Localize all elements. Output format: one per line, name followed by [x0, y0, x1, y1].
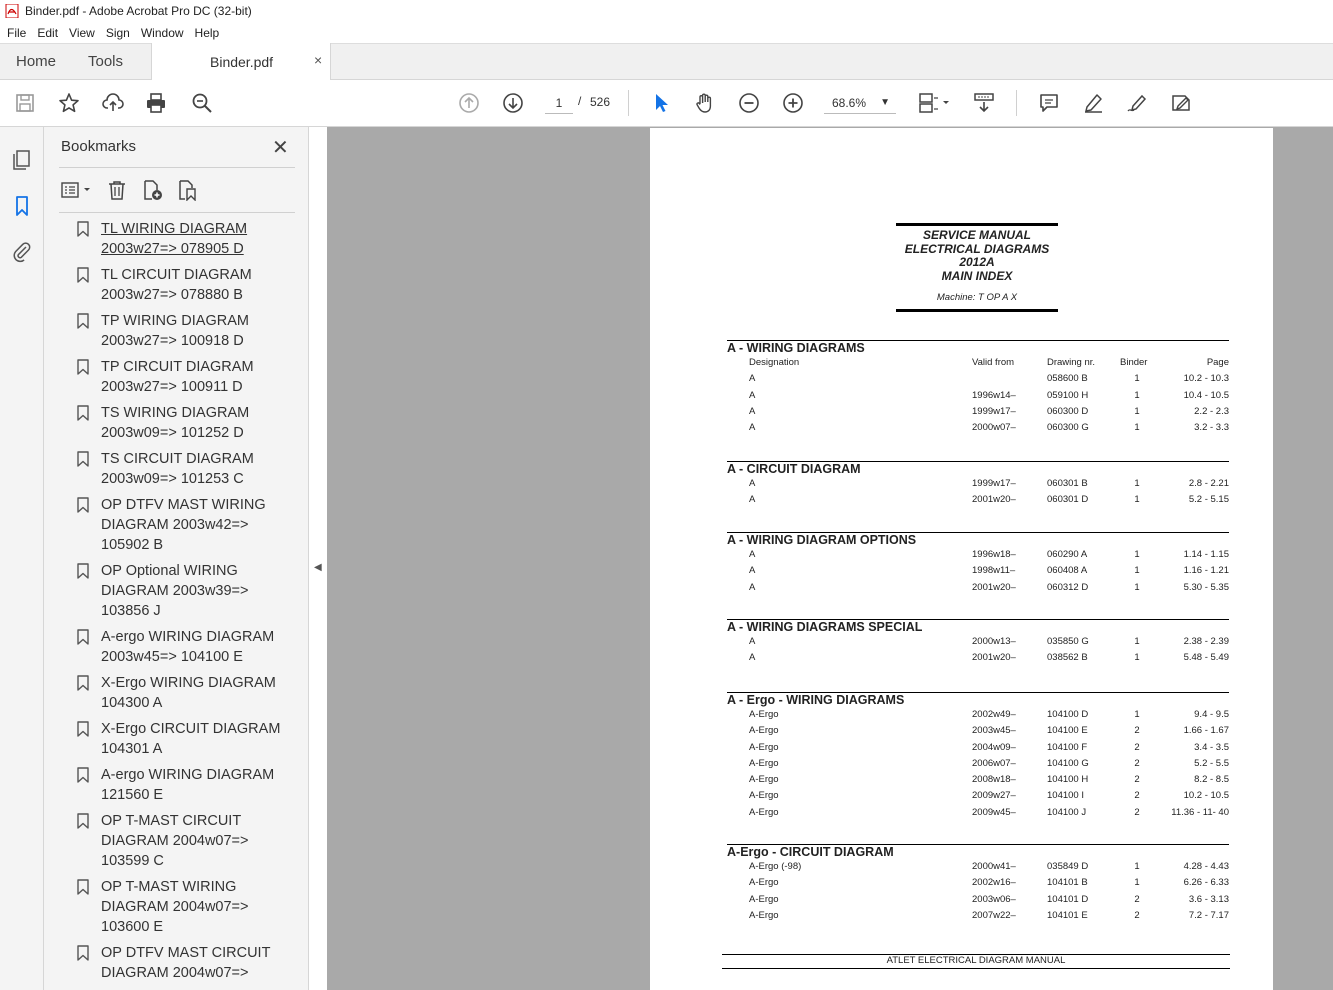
cell-page: 11.36 - 11- 40 [1171, 806, 1229, 818]
cell-page: 10.4 - 10.5 [1183, 389, 1229, 401]
cell-designation: A-Ergo [749, 877, 779, 889]
tab-document[interactable] [151, 43, 331, 81]
document-viewport[interactable] [327, 127, 1333, 990]
bookmark-label: OP T-MAST WIRING [101, 879, 237, 895]
attachments-paperclip-icon[interactable] [10, 240, 34, 264]
bookmark-icon [77, 405, 89, 421]
sign-pen-icon[interactable] [1125, 91, 1149, 115]
tab-document-label: Binder.pdf [210, 54, 274, 70]
cell-drawing-nr: 104100 G [1047, 757, 1089, 769]
bookmark-label: 104300 A [101, 695, 163, 711]
index-section [727, 340, 1229, 436]
cell-binder: 1 [1134, 565, 1140, 577]
cell-binder: 1 [1134, 861, 1140, 872]
page-total: 526 [590, 95, 611, 109]
cell-binder: 1 [1134, 549, 1140, 560]
zoom-level-value: 68.6% [832, 96, 867, 110]
cell-valid-from: 2004w09– [972, 741, 1016, 753]
cell-designation: A [749, 494, 756, 506]
comment-icon[interactable] [1037, 91, 1061, 115]
cell-valid-from: 1999w17– [972, 405, 1016, 417]
index-section [727, 461, 1229, 509]
bookmark-list [59, 219, 284, 990]
tab-bar [0, 43, 1333, 80]
highlight-pen-icon[interactable] [1081, 91, 1105, 115]
cell-binder: 2 [1134, 806, 1140, 818]
cell-binder: 1 [1134, 709, 1140, 720]
index-row [727, 875, 1229, 891]
cell-page: 3.2 - 3.3 [1194, 422, 1229, 434]
menu-file[interactable]: File [7, 25, 27, 40]
cell-page: 5.30 - 5.35 [1183, 581, 1229, 593]
bookmark-icon [77, 359, 89, 375]
bookmark-item[interactable] [59, 811, 284, 871]
navigation-rail [0, 127, 44, 990]
index-section [727, 692, 1229, 821]
bookmark-label: DIAGRAM 2004w07=> [101, 899, 249, 915]
cell-drawing-nr: 058600 B [1047, 373, 1088, 385]
cell-page: 1.66 - 1.67 [1183, 725, 1229, 737]
zoom-level-select[interactable] [824, 92, 896, 114]
bookmark-item[interactable] [59, 673, 284, 713]
cell-designation: A-Ergo [749, 725, 779, 737]
select-cursor-icon[interactable] [649, 91, 673, 115]
cell-drawing-nr: 104100 D [1047, 709, 1089, 720]
bookmark-label: OP T-MAST CIRCUIT [101, 813, 242, 829]
bookmark-label: TS WIRING DIAGRAM [101, 405, 250, 421]
cell-binder: 1 [1134, 405, 1140, 417]
cell-drawing-nr: 104100 H [1047, 774, 1089, 786]
bookmark-item[interactable] [59, 219, 284, 259]
bookmark-label: A-ergo WIRING DIAGRAM [101, 767, 275, 783]
cell-binder: 2 [1134, 893, 1140, 905]
bookmark-options-icon[interactable] [59, 177, 95, 203]
menu-sign[interactable]: Sign [105, 25, 130, 40]
bookmark-item[interactable] [59, 627, 284, 667]
bookmark-label: 2003w27=> 100911 D [101, 379, 243, 395]
bookmark-label: OP DTFV MAST WIRING [101, 497, 266, 513]
cell-designation: A [749, 422, 756, 434]
bookmark-icon [77, 221, 89, 237]
save-icon[interactable] [13, 91, 37, 115]
document-header-box [896, 223, 1058, 312]
cell-drawing-nr: 035850 G [1047, 636, 1089, 647]
bookmark-icon [77, 945, 89, 961]
index-row [727, 788, 1229, 804]
bookmark-item[interactable] [59, 561, 284, 621]
cell-valid-from: 2007w22– [972, 909, 1016, 921]
bookmark-item[interactable] [59, 877, 284, 937]
bookmark-label: DIAGRAM 2004w07=> [101, 833, 249, 849]
cell-drawing-nr: 060290 A [1047, 549, 1088, 560]
header-line-3: 2012A [959, 255, 995, 269]
index-section [727, 532, 1229, 596]
cell-drawing-nr: 104100 F [1047, 741, 1088, 753]
cell-drawing-nr: 104101 D [1047, 893, 1089, 905]
column-header-row [727, 355, 1229, 371]
index-row [727, 404, 1229, 420]
bookmark-label: DIAGRAM 2003w42=> [101, 517, 249, 533]
bookmark-item[interactable] [59, 449, 284, 489]
cell-designation: A [749, 405, 756, 417]
cell-designation: A-Ergo [749, 893, 779, 905]
bookmark-label: 2003w27=> 078905 D [101, 241, 244, 257]
cell-valid-from: 2001w20– [972, 494, 1016, 506]
cell-valid-from: 2003w45– [972, 725, 1016, 737]
index-row [727, 723, 1229, 739]
bookmark-label: 2003w09=> 101253 C [101, 471, 244, 487]
cell-designation: A-Ergo [749, 774, 779, 786]
cell-page: 10.2 - 10.3 [1183, 373, 1229, 385]
cell-binder: 1 [1134, 389, 1140, 401]
index-row [727, 388, 1229, 404]
toolbar-divider [1016, 90, 1017, 116]
cell-valid-from: 2002w49– [972, 709, 1016, 720]
cell-page: 1.14 - 1.15 [1183, 549, 1229, 560]
cell-drawing-nr: 038562 B [1047, 652, 1088, 664]
cell-binder: 1 [1134, 877, 1140, 889]
bookmark-label: 2003w09=> 101252 D [101, 425, 244, 441]
scroll-mode-icon[interactable] [972, 91, 996, 115]
bookmark-label: 2003w27=> 078880 B [101, 287, 243, 303]
bookmark-item[interactable] [59, 719, 284, 759]
bookmark-label: 103600 E [101, 919, 164, 935]
cell-drawing-nr: 060312 D [1047, 581, 1089, 593]
index-row [727, 547, 1229, 563]
cell-designation: A [749, 478, 756, 489]
col-drawing-nr: Drawing nr. [1047, 357, 1096, 368]
menu-bar [0, 22, 1333, 43]
bookmark-item[interactable] [59, 357, 284, 397]
cell-drawing-nr: 035849 D [1047, 861, 1089, 872]
cell-page: 7.2 - 7.17 [1188, 909, 1229, 921]
bookmark-label: 105902 B [101, 537, 164, 553]
bookmark-icon [77, 563, 89, 579]
cell-page: 5.48 - 5.49 [1183, 652, 1229, 664]
cell-valid-from: 2006w07– [972, 757, 1016, 769]
cell-drawing-nr: 104100 J [1047, 806, 1087, 818]
document-footer: ATLET ELECTRICAL DIAGRAM MANUAL [886, 955, 1066, 966]
cell-drawing-nr: 104100 E [1047, 725, 1088, 737]
bookmark-label: 104301 A [101, 741, 163, 757]
header-line-2: ELECTRICAL DIAGRAMS [904, 241, 1050, 256]
bookmark-icon [77, 767, 89, 783]
index-row [727, 634, 1229, 650]
cell-designation: A [749, 565, 756, 577]
bookmark-label: TP CIRCUIT DIAGRAM [101, 359, 254, 375]
index-row [727, 371, 1229, 387]
index-row [727, 563, 1229, 579]
cell-page: 5.2 - 5.15 [1188, 494, 1229, 506]
cell-drawing-nr: 060301 B [1047, 478, 1088, 489]
cell-valid-from: 2002w16– [972, 877, 1016, 889]
cell-drawing-nr: 059100 H [1047, 389, 1089, 401]
index-row [727, 740, 1229, 756]
bookmark-label: 103856 J [101, 603, 161, 619]
cell-binder: 1 [1134, 581, 1140, 593]
print-icon[interactable] [144, 91, 168, 115]
cell-valid-from: 2003w06– [972, 893, 1016, 905]
col-designation: Designation [749, 357, 800, 368]
pdf-page [650, 128, 1273, 990]
previous-page-icon[interactable] [457, 91, 481, 115]
find-zoom-icon[interactable] [190, 91, 214, 115]
new-bookmark-icon[interactable] [139, 177, 165, 203]
collapse-panel-arrow-icon[interactable]: ◀ [314, 562, 322, 573]
menu-help[interactable]: Help [194, 25, 220, 40]
cell-valid-from: 2001w20– [972, 652, 1016, 664]
cell-drawing-nr: 060301 D [1047, 494, 1089, 506]
bookmark-label: OP Optional WIRING [101, 563, 238, 579]
cell-valid-from: 1999w17– [972, 478, 1016, 489]
index-row [727, 805, 1229, 821]
cell-designation: A-Ergo [749, 790, 779, 802]
bookmark-icon [77, 313, 89, 329]
menu-edit[interactable]: Edit [37, 25, 59, 40]
index-row [727, 908, 1229, 924]
cell-designation: A [749, 373, 756, 385]
cell-valid-from: 1996w18– [972, 549, 1016, 560]
cell-page: 3.4 - 3.5 [1194, 741, 1229, 753]
col-page: Page [1206, 357, 1229, 368]
cell-page: 4.28 - 4.43 [1183, 861, 1229, 872]
cell-drawing-nr: 060408 A [1047, 565, 1088, 577]
cell-designation: A-Ergo [749, 741, 779, 753]
cell-page: 1.16 - 1.21 [1183, 565, 1229, 577]
close-panel-icon[interactable]: ✕ [272, 137, 289, 159]
cell-valid-from: 2000w07– [972, 422, 1016, 434]
bookmark-icon [77, 879, 89, 895]
index-row [727, 420, 1229, 436]
page-number-input[interactable]: 1 [545, 92, 573, 114]
cell-binder: 2 [1134, 725, 1140, 737]
cell-designation: A [749, 549, 756, 560]
zoom-out-icon[interactable] [737, 91, 761, 115]
cell-drawing-nr: 104100 I [1047, 790, 1084, 802]
cell-drawing-nr: 060300 G [1047, 422, 1089, 434]
machine-line: Machine: T OP A X [936, 292, 1018, 303]
bookmark-icon [77, 629, 89, 645]
index-row [727, 580, 1229, 596]
cell-drawing-nr: 060300 D [1047, 405, 1089, 417]
divider [59, 167, 295, 168]
close-tab-icon[interactable]: × [314, 52, 323, 68]
cell-drawing-nr: 104101 B [1047, 877, 1088, 889]
page-thumbnails-icon[interactable] [10, 148, 34, 172]
page-separator: / [578, 94, 582, 108]
footer-rule [722, 968, 1230, 969]
cell-page: 2.38 - 2.39 [1183, 636, 1229, 647]
bookmark-icon [77, 497, 89, 513]
section-title: A - Ergo - WIRING DIAGRAMS [727, 693, 905, 707]
section-title: A - CIRCUIT DIAGRAM [727, 462, 861, 476]
window-title: Binder.pdf - Adobe Acrobat Pro DC (32-bit) [25, 4, 252, 18]
toolbar-divider [628, 90, 629, 116]
bookmark-tools [59, 175, 209, 205]
cell-valid-from: 2008w18– [972, 774, 1016, 786]
bookmark-icon [77, 675, 89, 691]
zoom-in-icon[interactable] [781, 91, 805, 115]
bookmarks-panel [44, 127, 308, 990]
cell-binder: 2 [1134, 790, 1140, 802]
next-page-icon[interactable] [501, 91, 525, 115]
cell-page: 9.4 - 9.5 [1194, 709, 1229, 720]
bookmark-icon [77, 813, 89, 829]
panel-collapse-strip [308, 127, 327, 990]
cell-binder: 2 [1134, 909, 1140, 921]
cell-page: 3.6 - 3.13 [1188, 893, 1229, 905]
cell-valid-from: 2001w20– [972, 581, 1016, 593]
cell-page: 2.8 - 2.21 [1188, 478, 1229, 489]
col-binder: Binder [1120, 357, 1148, 368]
star-icon[interactable] [57, 91, 81, 115]
fill-sign-icon[interactable] [1169, 91, 1193, 115]
index-row [727, 707, 1229, 723]
tab-home[interactable]: Home [16, 53, 57, 70]
cell-drawing-nr: 104101 E [1047, 909, 1088, 921]
cell-binder: 1 [1134, 494, 1140, 506]
panel-title: Bookmarks [61, 138, 137, 155]
index-row [727, 650, 1229, 666]
bookmark-label: A-ergo WIRING DIAGRAM [101, 629, 275, 645]
bookmark-label: TL CIRCUIT DIAGRAM [101, 267, 252, 283]
cell-binder: 1 [1134, 652, 1140, 664]
bookmark-label: OP DTFV MAST CIRCUIT [101, 945, 271, 961]
page-display-icon[interactable] [917, 91, 953, 115]
cell-valid-from: 2000w41– [972, 861, 1016, 872]
section-title: A - WIRING DIAGRAMS SPECIAL [727, 620, 923, 634]
cell-designation: A-Ergo [749, 709, 779, 720]
cell-binder: 1 [1134, 373, 1140, 385]
bookmark-item[interactable] [59, 403, 284, 443]
bookmark-item[interactable] [59, 495, 284, 555]
bookmark-item[interactable] [59, 765, 284, 805]
menu-view[interactable]: View [69, 25, 95, 40]
index-row [727, 892, 1229, 908]
cell-page: 8.2 - 8.5 [1194, 774, 1229, 786]
section-title: A-Ergo - CIRCUIT DIAGRAM [727, 845, 894, 859]
bookmark-item[interactable] [59, 265, 284, 305]
acrobat-pdf-icon [5, 4, 19, 18]
bookmark-item[interactable] [59, 311, 284, 351]
cell-designation: A [749, 389, 756, 401]
bookmark-label: X-Ergo WIRING DIAGRAM [101, 675, 276, 691]
delete-bookmark-icon[interactable] [104, 177, 130, 203]
cell-page: 2.2 - 2.3 [1194, 405, 1229, 417]
bookmark-item[interactable] [59, 943, 284, 983]
section-title: A - WIRING DIAGRAM OPTIONS [727, 533, 917, 547]
cell-valid-from: 1998w11– [972, 565, 1016, 577]
index-row [727, 859, 1229, 875]
bookmark-label: 121560 E [101, 787, 164, 803]
index-section [727, 844, 1229, 924]
bookmark-label: TS CIRCUIT DIAGRAM [101, 451, 254, 467]
cell-binder: 2 [1134, 741, 1140, 753]
bookmark-label: 2003w27=> 100918 D [101, 333, 244, 349]
bookmark-icon [77, 451, 89, 467]
title-bar [0, 0, 1333, 22]
index-row [727, 476, 1229, 492]
cell-designation: A-Ergo [749, 909, 779, 921]
bookmark-label: TP WIRING DIAGRAM [101, 313, 249, 329]
header-line-4: MAIN INDEX [941, 268, 1013, 283]
upload-cloud-icon[interactable] [101, 91, 125, 115]
cell-binder: 2 [1134, 774, 1140, 786]
cell-designation: A-Ergo [749, 757, 779, 769]
header-line-1: SERVICE MANUAL [922, 228, 1031, 242]
section-title: A - WIRING DIAGRAMS [727, 341, 865, 355]
bookmark-label: 103599 C [101, 853, 164, 869]
hand-tool-icon[interactable] [693, 91, 717, 115]
cell-binder: 1 [1134, 422, 1140, 434]
cell-binder: 1 [1134, 636, 1140, 647]
cell-valid-from: 1996w14– [972, 389, 1016, 401]
cell-designation: A [749, 581, 756, 593]
index-section [727, 619, 1229, 667]
main-toolbar [0, 80, 1333, 127]
bookmark-icon [77, 267, 89, 283]
tab-tools[interactable]: Tools [88, 53, 124, 70]
cell-page: 10.2 - 10.5 [1183, 790, 1229, 802]
cell-designation: A [749, 636, 756, 647]
bookmark-label: TL WIRING DIAGRAM [101, 221, 248, 237]
index-row [727, 492, 1229, 508]
cell-valid-from: 2000w13– [972, 636, 1016, 647]
cell-valid-from: 2009w27– [972, 790, 1016, 802]
index-row [727, 772, 1229, 788]
divider [59, 212, 295, 213]
bookmarks-icon[interactable] [10, 194, 34, 218]
cell-page: 6.26 - 6.33 [1183, 877, 1229, 889]
menu-window[interactable]: Window [140, 25, 184, 40]
cell-designation: A-Ergo (-98) [749, 861, 802, 872]
cell-binder: 2 [1134, 757, 1140, 769]
index-row [727, 756, 1229, 772]
bookmark-label: DIAGRAM 2003w39=> [101, 583, 249, 599]
chevron-down-icon: ▼ [880, 97, 890, 108]
cell-valid-from: 2009w45– [972, 806, 1016, 818]
cell-designation: A [749, 652, 756, 664]
bookmark-label: X-Ergo CIRCUIT DIAGRAM [101, 721, 281, 737]
col-valid-from: Valid from [972, 357, 1015, 368]
cell-binder: 1 [1134, 478, 1140, 489]
cell-designation: A-Ergo [749, 806, 779, 818]
cell-page: 5.2 - 5.5 [1194, 757, 1229, 769]
bookmark-label: DIAGRAM 2004w07=> [101, 965, 249, 981]
find-bookmark-icon[interactable] [174, 177, 200, 203]
bookmark-icon [77, 721, 89, 737]
bookmark-label: 2003w45=> 104100 E [101, 649, 243, 665]
